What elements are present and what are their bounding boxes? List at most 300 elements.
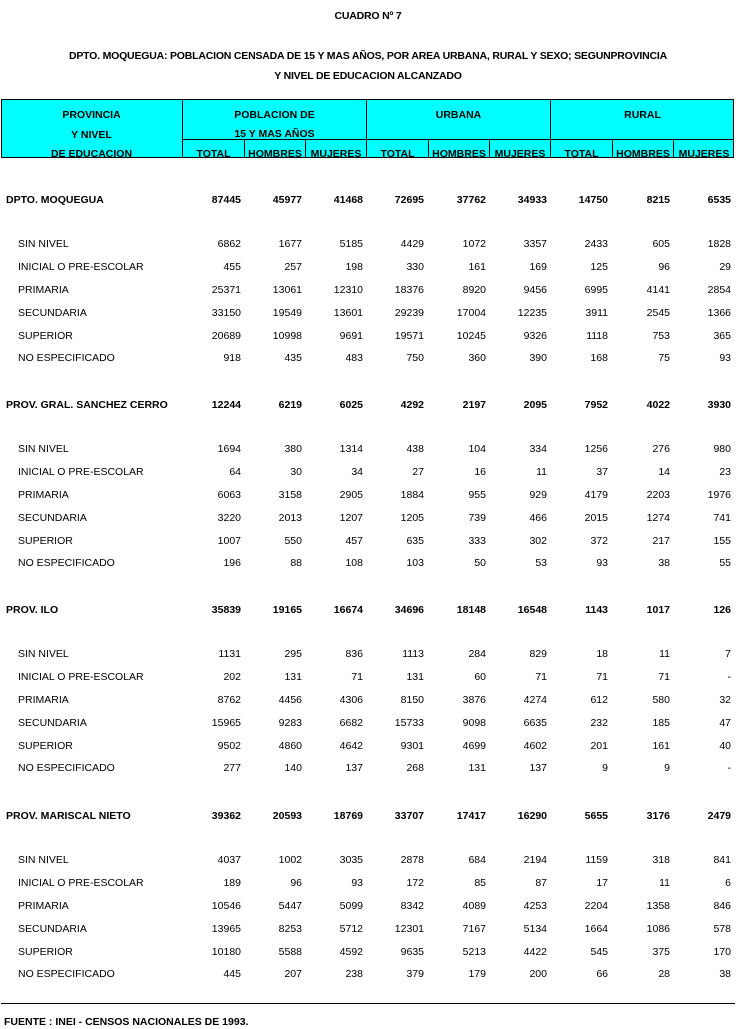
cell-urbana-mujeres: 2194	[523, 854, 547, 866]
cell-hombres: 140	[284, 762, 302, 774]
cell-rural-hombres: 375	[652, 946, 670, 958]
cell-urbana-total: 8342	[400, 900, 424, 912]
cell-urbana-total: 4292	[400, 399, 424, 411]
header-y-nivel: Y NIVEL	[71, 129, 112, 141]
cell-urbana-hombres: 17417	[456, 810, 486, 822]
row-label: NO ESPECIFICADO	[18, 352, 115, 364]
cell-rural-total: 17	[596, 877, 608, 889]
cell-urbana-mujeres: 334	[529, 443, 547, 455]
cell-total: 10180	[211, 946, 241, 958]
cell-urbana-total: 635	[406, 535, 424, 547]
cell-urbana-total: 379	[406, 968, 424, 980]
cell-mujeres: 5185	[339, 238, 363, 250]
cell-mujeres: 238	[345, 968, 363, 980]
cell-mujeres: 16674	[333, 604, 363, 616]
cell-rural-mujeres: 3930	[707, 399, 731, 411]
cell-urbana-mujeres: 16548	[517, 604, 547, 616]
section-row	[0, 194, 736, 210]
cell-rural-hombres: 28	[658, 968, 670, 980]
cell-rural-mujeres: 29	[719, 261, 731, 273]
cell-hombres: 6219	[278, 399, 302, 411]
cell-rural-mujeres: 578	[713, 923, 731, 935]
cell-hombres: 88	[290, 557, 302, 569]
cell-total: 445	[223, 968, 241, 980]
cell-rural-hombres: 96	[658, 261, 670, 273]
cell-mujeres: 34	[351, 466, 363, 478]
cell-urbana-total: 19571	[394, 330, 424, 342]
cell-urbana-mujeres: 4274	[523, 694, 547, 706]
cell-hombres: 5588	[278, 946, 302, 958]
cell-urbana-mujeres: 2095	[523, 399, 547, 411]
cell-urbana-mujeres: 137	[529, 762, 547, 774]
cell-rural-mujeres: 170	[713, 946, 731, 958]
cell-total: 277	[223, 762, 241, 774]
cell-urbana-total: 1884	[400, 489, 424, 501]
cell-urbana-mujeres: 929	[529, 489, 547, 501]
cell-urbana-hombres: 3876	[462, 694, 486, 706]
header-sub-hombres: HOMBRES	[432, 148, 486, 158]
table-number: CUADRO Nº 7	[334, 10, 402, 22]
cell-rural-total: 9	[602, 762, 608, 774]
cell-urbana-total: 131	[406, 671, 424, 683]
cell-urbana-total: 330	[406, 261, 424, 273]
cell-rural-hombres: 14	[658, 466, 670, 478]
cell-total: 33150	[211, 307, 241, 319]
cell-urbana-hombres: 18148	[456, 604, 486, 616]
cell-rural-hombres: 11	[659, 648, 670, 660]
cell-urbana-mujeres: 169	[529, 261, 547, 273]
cell-total: 6862	[217, 238, 241, 250]
cell-rural-hombres: 9	[664, 762, 670, 774]
cell-mujeres: 5099	[339, 900, 363, 912]
cell-rural-total: 2204	[584, 900, 608, 912]
table-row	[0, 694, 736, 710]
cell-total: 8762	[217, 694, 241, 706]
header-sub-mujeres: MUJERES	[494, 148, 546, 158]
table-row	[0, 900, 736, 916]
cell-urbana-hombres: 284	[468, 648, 486, 660]
cell-rural-total: 1118	[586, 330, 608, 342]
cell-rural-mujeres: 841	[713, 854, 731, 866]
cell-urbana-mujeres: 12235	[517, 307, 547, 319]
cell-urbana-mujeres: 829	[529, 648, 547, 660]
cell-rural-hombres: 75	[658, 352, 670, 364]
cell-urbana-total: 9635	[400, 946, 424, 958]
cell-rural-mujeres: 2479	[707, 810, 731, 822]
cell-rural-mujeres: 93	[719, 352, 731, 364]
cell-rural-hombres: 3176	[646, 810, 670, 822]
cell-urbana-hombres: 10245	[456, 330, 486, 342]
cell-hombres: 20593	[272, 810, 302, 822]
row-label: SECUNDARIA	[18, 717, 87, 729]
cell-mujeres: 108	[345, 557, 363, 569]
table-row	[0, 466, 736, 482]
cell-rural-total: 1143	[585, 604, 608, 616]
cell-urbana-hombres: 60	[474, 671, 486, 683]
row-label: SECUNDARIA	[18, 512, 87, 524]
table-row	[0, 284, 736, 300]
cell-urbana-total: 33707	[394, 810, 424, 822]
row-label: SIN NIVEL	[18, 854, 69, 866]
cell-urbana-total: 103	[406, 557, 424, 569]
cell-total: 4037	[217, 854, 241, 866]
section-label: DPTO. MOQUEGUA	[6, 194, 104, 206]
cell-hombres: 257	[284, 261, 302, 273]
section-row	[0, 810, 736, 826]
cell-total: 35839	[211, 604, 241, 616]
table-row	[0, 648, 736, 664]
row-label: SUPERIOR	[18, 330, 73, 342]
cell-urbana-hombres: 9098	[462, 717, 486, 729]
cell-rural-mujeres: 980	[713, 443, 731, 455]
cell-rural-mujeres: 365	[713, 330, 731, 342]
cell-urbana-hombres: 360	[468, 352, 486, 364]
footer-divider	[1, 1003, 735, 1004]
cell-rural-hombres: 753	[652, 330, 670, 342]
cell-urbana-hombres: 50	[474, 557, 486, 569]
cell-rural-hombres: 2545	[646, 307, 670, 319]
cell-mujeres: 4592	[339, 946, 363, 958]
table-row	[0, 946, 736, 962]
row-label: INICIAL O PRE-ESCOLAR	[18, 671, 144, 683]
cell-urbana-mujeres: 53	[535, 557, 547, 569]
cell-urbana-total: 18376	[394, 284, 424, 296]
cell-total: 1131	[218, 648, 241, 660]
cell-urbana-mujeres: 4602	[523, 740, 547, 752]
cell-rural-total: 2015	[584, 512, 608, 524]
cell-hombres: 13061	[272, 284, 302, 296]
cell-urbana-mujeres: 9456	[523, 284, 547, 296]
cell-hombres: 295	[284, 648, 302, 660]
cell-total: 1007	[217, 535, 241, 547]
cell-total: 10546	[211, 900, 241, 912]
row-label: NO ESPECIFICADO	[18, 557, 115, 569]
cell-urbana-hombres: 37762	[456, 194, 486, 206]
cell-hombres: 380	[284, 443, 302, 455]
header-sub-hombres: HOMBRES	[616, 148, 670, 158]
section-label: PROV. MARISCAL NIETO	[6, 810, 131, 822]
table-row	[0, 717, 736, 733]
cell-urbana-mujeres: 71	[535, 671, 547, 683]
table-row	[0, 854, 736, 870]
cell-rural-mujeres: 40	[719, 740, 731, 752]
cell-urbana-hombres: 739	[468, 512, 486, 524]
cell-hombres: 96	[290, 877, 302, 889]
cell-mujeres: 4642	[339, 740, 363, 752]
cell-rural-hombres: 11	[659, 877, 670, 889]
cell-urbana-mujeres: 3357	[523, 238, 547, 250]
cell-mujeres: 137	[345, 762, 363, 774]
row-label: SUPERIOR	[18, 946, 73, 958]
cell-urbana-hombres: 684	[468, 854, 486, 866]
header-subdivider	[182, 139, 734, 140]
cell-urbana-hombres: 5213	[462, 946, 486, 958]
row-label: SECUNDARIA	[18, 923, 87, 935]
cell-hombres: 45977	[272, 194, 302, 206]
cell-total: 6063	[217, 489, 241, 501]
header-sub-hombres: HOMBRES	[248, 148, 302, 158]
cell-hombres: 8253	[278, 923, 302, 935]
cell-mujeres: 483	[345, 352, 363, 364]
row-label: PRIMARIA	[18, 900, 69, 912]
cell-urbana-total: 172	[406, 877, 424, 889]
header-poblacion: POBLACION DE	[234, 109, 315, 121]
cell-rural-total: 37	[596, 466, 608, 478]
cell-urbana-mujeres: 16290	[517, 810, 547, 822]
cell-urbana-total: 4429	[400, 238, 424, 250]
cell-total: 87445	[211, 194, 241, 206]
row-label: INICIAL O PRE-ESCOLAR	[18, 877, 144, 889]
row-label: SUPERIOR	[18, 535, 73, 547]
cell-urbana-mujeres: 4253	[523, 900, 547, 912]
table-row	[0, 238, 736, 254]
cell-rural-total: 372	[590, 535, 608, 547]
cell-urbana-hombres: 4089	[462, 900, 486, 912]
cell-total: 12244	[211, 399, 241, 411]
table-row	[0, 762, 736, 778]
cell-mujeres: 6025	[339, 399, 363, 411]
cell-hombres: 10998	[272, 330, 302, 342]
cell-rural-hombres: 8215	[646, 194, 670, 206]
cell-urbana-total: 29239	[394, 307, 424, 319]
cell-urbana-mujeres: 200	[529, 968, 547, 980]
cell-rural-hombres: 4022	[646, 399, 670, 411]
cell-urbana-total: 2878	[400, 854, 424, 866]
cell-urbana-total: 438	[406, 443, 424, 455]
row-label: SIN NIVEL	[18, 443, 69, 455]
cell-urbana-hombres: 955	[468, 489, 486, 501]
row-label: SIN NIVEL	[18, 238, 69, 250]
cell-urbana-mujeres: 11	[536, 466, 547, 478]
cell-urbana-mujeres: 390	[529, 352, 547, 364]
cell-rural-mujeres: 7	[725, 648, 731, 660]
table-row	[0, 671, 736, 687]
cell-urbana-total: 72695	[394, 194, 424, 206]
cell-mujeres: 9691	[339, 330, 363, 342]
cell-rural-total: 1159	[585, 854, 608, 866]
cell-rural-total: 5655	[584, 810, 608, 822]
cell-mujeres: 2905	[339, 489, 363, 501]
cell-rural-total: 6995	[584, 284, 608, 296]
cell-rural-total: 93	[596, 557, 608, 569]
cell-rural-mujeres: 1828	[707, 238, 731, 250]
cell-rural-hombres: 580	[652, 694, 670, 706]
cell-rural-total: 545	[590, 946, 608, 958]
cell-rural-hombres: 1017	[646, 604, 670, 616]
cell-rural-mujeres: 741	[713, 512, 731, 524]
cell-rural-total: 14750	[578, 194, 608, 206]
row-label: PRIMARIA	[18, 694, 69, 706]
cell-hombres: 19549	[272, 307, 302, 319]
table-row	[0, 489, 736, 505]
cell-urbana-hombres: 7167	[462, 923, 486, 935]
row-label: PRIMARIA	[18, 489, 69, 501]
cell-total: 3220	[217, 512, 241, 524]
cell-mujeres: 836	[345, 648, 363, 660]
cell-mujeres: 71	[351, 671, 363, 683]
cell-urbana-mujeres: 466	[529, 512, 547, 524]
cell-rural-hombres: 2203	[646, 489, 670, 501]
table-row	[0, 877, 736, 893]
cell-urbana-hombres: 16	[474, 466, 486, 478]
cell-rural-mujeres: 1366	[707, 307, 731, 319]
header-sub-mujeres: MUJERES	[310, 148, 362, 158]
cell-hombres: 207	[284, 968, 302, 980]
cell-rural-hombres: 1086	[646, 923, 670, 935]
cell-rural-hombres: 276	[652, 443, 670, 455]
cell-mujeres: 457	[345, 535, 363, 547]
section-row	[0, 604, 736, 620]
cell-rural-hombres: 217	[652, 535, 670, 547]
table-row	[0, 330, 736, 346]
cell-total: 15965	[211, 717, 241, 729]
cell-urbana-hombres: 8920	[462, 284, 486, 296]
cell-rural-total: 232	[590, 717, 608, 729]
table-row	[0, 512, 736, 528]
cell-rural-total: 3911	[585, 307, 608, 319]
header-sub-total: TOTAL	[196, 148, 231, 158]
cell-rural-mujeres: 38	[719, 968, 731, 980]
cell-rural-mujeres: 23	[719, 466, 731, 478]
cell-mujeres: 93	[351, 877, 363, 889]
cell-rural-mujeres: 126	[713, 604, 731, 616]
cell-rural-total: 168	[590, 352, 608, 364]
row-label: NO ESPECIFICADO	[18, 968, 115, 980]
cell-total: 9502	[217, 740, 241, 752]
cell-urbana-total: 12301	[394, 923, 424, 935]
section-label: PROV. GRAL. SANCHEZ CERRO	[6, 399, 168, 411]
cell-hombres: 2013	[278, 512, 302, 524]
header-de-educacion: DE EDUCACION	[50, 148, 133, 158]
cell-urbana-hombres: 2197	[462, 399, 486, 411]
cell-rural-hombres: 71	[658, 671, 670, 683]
table-row	[0, 261, 736, 277]
table-row	[0, 740, 736, 756]
cell-urbana-mujeres: 5134	[523, 923, 547, 935]
row-label: SECUNDARIA	[18, 307, 87, 319]
cell-urbana-hombres: 131	[468, 762, 486, 774]
table-row	[0, 923, 736, 939]
section-label: PROV. ILO	[6, 604, 59, 616]
cell-hombres: 9283	[278, 717, 302, 729]
cell-urbana-total: 1205	[400, 512, 424, 524]
cell-total: 918	[223, 352, 241, 364]
cell-mujeres: 41468	[333, 194, 363, 206]
cell-mujeres: 5712	[339, 923, 363, 935]
cell-urbana-mujeres: 87	[535, 877, 547, 889]
cell-urbana-total: 9301	[400, 740, 424, 752]
row-label: INICIAL O PRE-ESCOLAR	[18, 466, 144, 478]
row-label: SIN NIVEL	[18, 648, 69, 660]
cell-urbana-hombres: 179	[468, 968, 486, 980]
cell-rural-total: 4179	[584, 489, 608, 501]
cell-rural-hombres: 605	[652, 238, 670, 250]
cell-urbana-total: 8150	[400, 694, 424, 706]
cell-hombres: 30	[290, 466, 302, 478]
cell-urbana-total: 15733	[394, 717, 424, 729]
cell-mujeres: 1207	[339, 512, 363, 524]
cell-rural-total: 18	[596, 648, 608, 660]
cell-mujeres: 18769	[333, 810, 363, 822]
cell-urbana-hombres: 17004	[456, 307, 486, 319]
cell-hombres: 19165	[272, 604, 302, 616]
cell-urbana-hombres: 1072	[462, 238, 486, 250]
cell-hombres: 4456	[278, 694, 302, 706]
cell-total: 13965	[211, 923, 241, 935]
cell-hombres: 435	[284, 352, 302, 364]
cell-rural-hombres: 1274	[646, 512, 670, 524]
cell-rural-mujeres: 6535	[707, 194, 731, 206]
table-title-line1: DPTO. MOQUEGUA: POBLACION CENSADA DE 15 Y MAS AÑOS, POR AREA URBANA, RURAL Y SEXO; SEGUNPROVINCIA	[68, 50, 668, 62]
header-sub-mujeres: MUJERES	[678, 148, 730, 158]
cell-total: 189	[223, 877, 241, 889]
table-row	[0, 557, 736, 573]
cell-rural-mujeres: 55	[719, 557, 731, 569]
cell-rural-total: 201	[590, 740, 608, 752]
cell-urbana-hombres: 161	[468, 261, 486, 273]
header-provincia: PROVINCIA	[62, 109, 121, 121]
cell-rural-total: 125	[590, 261, 608, 273]
cell-urbana-total: 268	[406, 762, 424, 774]
cell-mujeres: 1314	[339, 443, 363, 455]
cell-urbana-total: 27	[412, 466, 424, 478]
cell-urbana-mujeres: 9326	[523, 330, 547, 342]
table-row	[0, 352, 736, 368]
cell-mujeres: 198	[345, 261, 363, 273]
table-row	[0, 968, 736, 984]
header-sub-total: TOTAL	[564, 148, 599, 158]
cell-total: 25371	[211, 284, 241, 296]
cell-urbana-total: 750	[406, 352, 424, 364]
cell-rural-mujeres: 6	[725, 877, 731, 889]
cell-rural-mujeres: -	[727, 671, 731, 683]
cell-hombres: 550	[284, 535, 302, 547]
cell-rural-mujeres: 1976	[707, 489, 731, 501]
cell-total: 455	[223, 261, 241, 273]
source-note: FUENTE : INEI - CENSOS NACIONALES DE 1993.	[4, 1016, 249, 1028]
row-label: NO ESPECIFICADO	[18, 762, 115, 774]
header-urbana: URBANA	[435, 109, 482, 121]
cell-rural-total: 2433	[584, 238, 608, 250]
row-label: PRIMARIA	[18, 284, 69, 296]
cell-rural-mujeres: 32	[719, 694, 731, 706]
cell-rural-hombres: 185	[652, 717, 670, 729]
cell-hombres: 1677	[278, 238, 302, 250]
cell-rural-mujeres: 846	[713, 900, 731, 912]
cell-total: 39362	[211, 810, 241, 822]
cell-rural-mujeres: 155	[713, 535, 731, 547]
cell-mujeres: 12310	[333, 284, 363, 296]
cell-hombres: 5447	[278, 900, 302, 912]
cell-total: 202	[223, 671, 241, 683]
cell-urbana-mujeres: 6635	[523, 717, 547, 729]
cell-total: 196	[223, 557, 241, 569]
header-rural: RURAL	[624, 109, 661, 121]
cell-hombres: 1002	[278, 854, 302, 866]
cell-urbana-hombres: 104	[468, 443, 486, 455]
cell-urbana-total: 34696	[394, 604, 424, 616]
section-row	[0, 399, 736, 415]
table-row	[0, 307, 736, 323]
cell-rural-mujeres: 2854	[707, 284, 731, 296]
row-label: SUPERIOR	[18, 740, 73, 752]
cell-rural-hombres: 161	[652, 740, 670, 752]
cell-urbana-hombres: 85	[474, 877, 486, 889]
table-title-line2: Y NIVEL DE EDUCACION ALCANZADO	[274, 70, 462, 82]
cell-rural-total: 71	[596, 671, 608, 683]
cell-urbana-mujeres: 4422	[523, 946, 547, 958]
cell-hombres: 131	[284, 671, 302, 683]
